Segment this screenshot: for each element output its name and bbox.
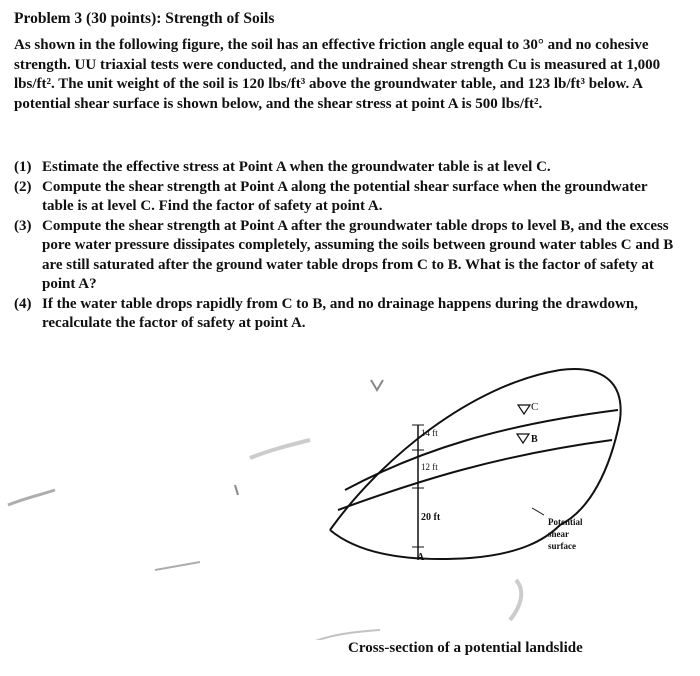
dim-14ft-label: 14 ft	[421, 428, 438, 438]
water-level-b-icon	[517, 434, 529, 443]
dim-12ft-label: 12 ft	[421, 462, 438, 472]
question-list	[14, 158, 682, 334]
question-number: (3)	[14, 217, 32, 234]
question-text: Estimate the effective stress at Point A when the groundwater table is at level C.	[42, 159, 551, 175]
shear-surface-line	[330, 525, 560, 559]
landslide-figure	[0, 340, 700, 640]
scan-artifact	[371, 380, 383, 390]
question-item	[14, 295, 682, 334]
shear-label-line-2: shear	[548, 529, 569, 539]
question-number: (1)	[14, 159, 32, 175]
level-c-label: C	[531, 401, 539, 413]
water-table-b-line	[338, 440, 612, 510]
scan-artifact	[510, 580, 521, 620]
figure-caption: Cross-section of a potential landslide	[348, 640, 583, 656]
scan-artifact	[310, 630, 380, 640]
shear-label-leader	[532, 508, 544, 515]
scan-artifact	[235, 485, 238, 495]
ground-surface-line	[330, 369, 621, 530]
problem-title: Problem 3 (30 points): Strength of Soils	[14, 10, 275, 27]
shear-label-line-1: Potential	[548, 517, 583, 527]
water-level-c-icon	[518, 405, 530, 414]
question-text: If the water table drops rapidly from C to B, and no drainage happens during the drawdown, recalculate the factor of safety at point A.	[42, 295, 638, 331]
question-number: (4)	[14, 295, 32, 312]
question-item	[14, 158, 682, 178]
scan-artifact	[250, 440, 310, 458]
scan-artifact	[8, 490, 55, 505]
level-b-label: B	[531, 434, 538, 445]
problem-intro: As shown in the following figure, the soil has an effective friction angle equal to 30° and no cohesive strength. UU triaxial tests were conducted, and the undrained shear strength Cu is measured at 1,000 lbs/ft². The unit weight of the soil is 120 lbs/ft³ above the groundwater table, and 123 lb/ft³ below. A potential shear surface is shown below, and the shear stress at point A is 500 lbs/ft².	[14, 37, 661, 112]
question-number: (2)	[14, 178, 32, 195]
question-text: Compute the shear strength at Point A along the potential shear surface when the groundwater table is at level C. Find the factor of safety at point A.	[42, 178, 648, 214]
question-item	[14, 217, 682, 295]
point-a-label: A	[417, 552, 425, 563]
question-text: Compute the shear strength at Point A after the groundwater table drops to level B, and the excess pore water pressure dissipates completely, assuming the soils between ground water tables C and B are still saturated after the ground water table drops from C to B. What is the factor of safety at point A?	[42, 217, 674, 292]
water-table-c-line	[345, 410, 618, 490]
scan-artifact	[155, 562, 200, 570]
shear-label-line-3: surface	[548, 541, 576, 551]
dim-20ft-label: 20 ft	[421, 512, 441, 523]
question-item	[14, 178, 682, 217]
